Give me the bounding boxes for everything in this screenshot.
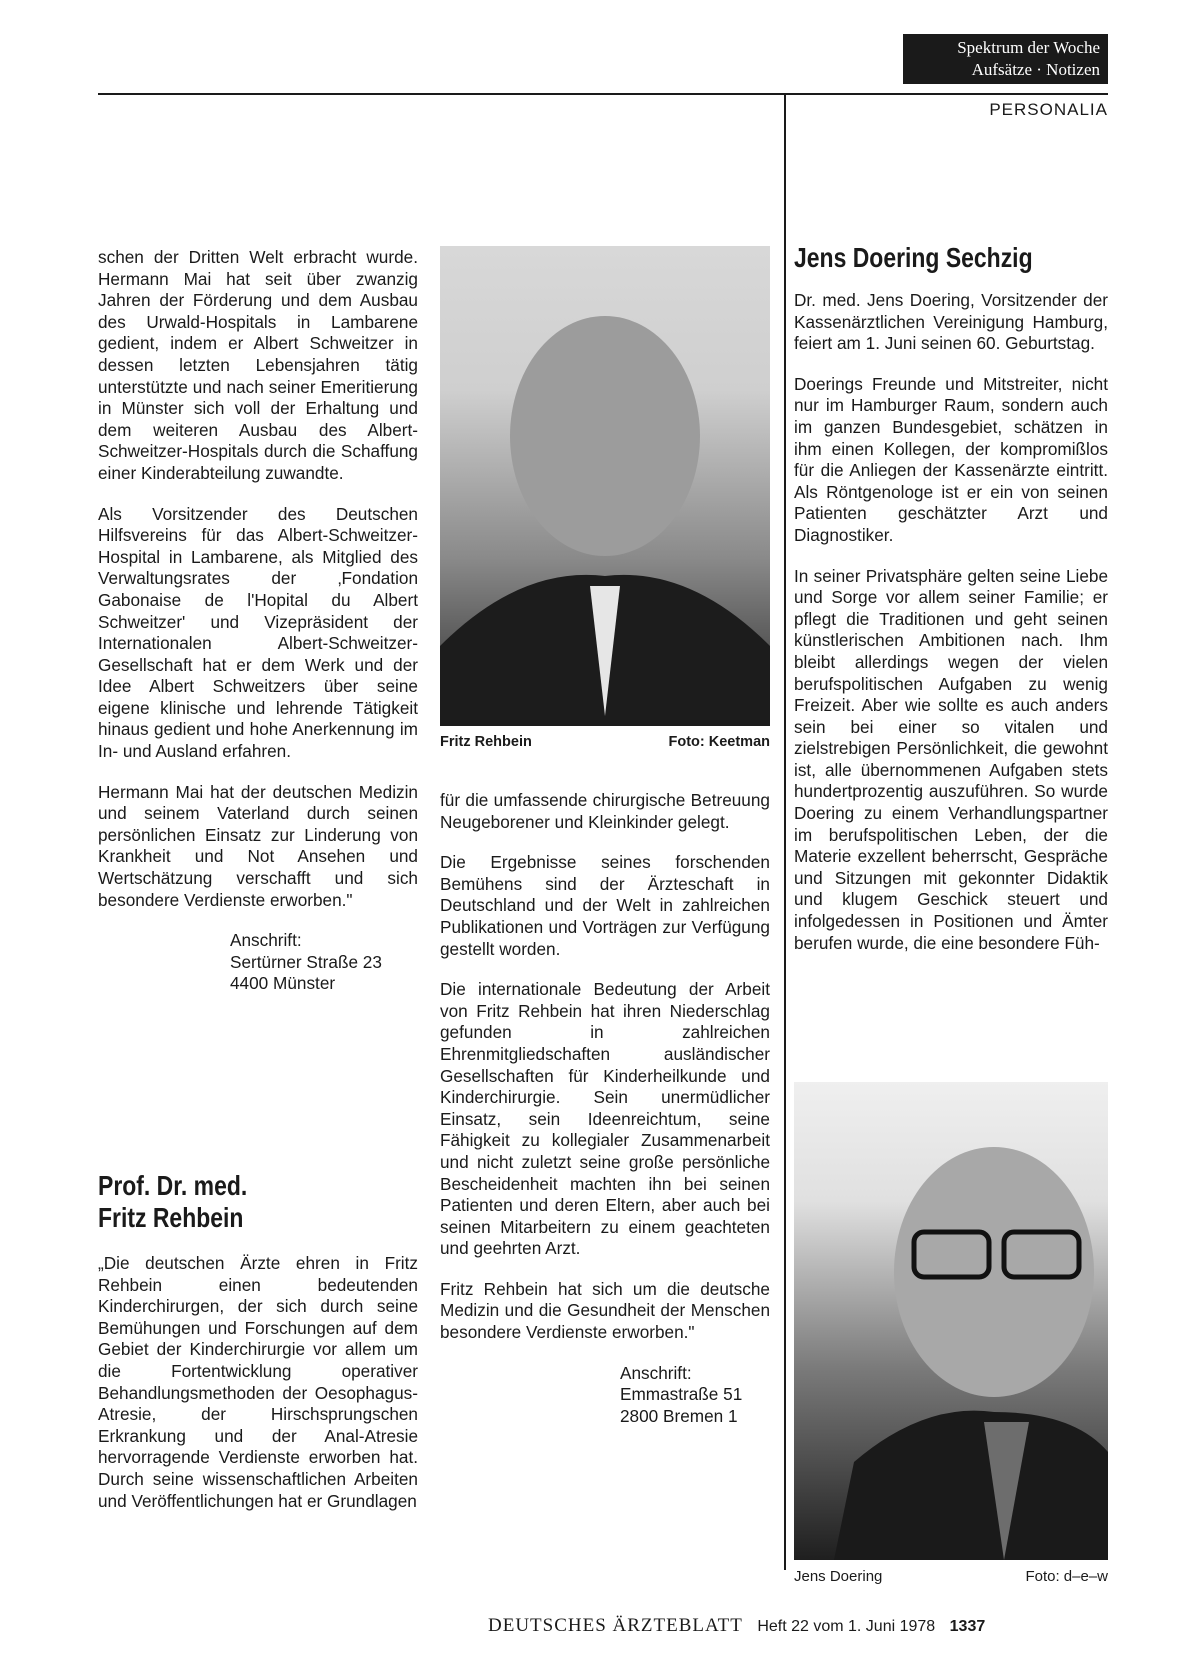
section-badge — [903, 34, 1108, 84]
address-street: Emmastraße 51 — [620, 1384, 743, 1405]
portrait-placeholder-icon — [440, 246, 770, 726]
address-city: 4400 Münster — [230, 973, 336, 994]
page-number: 1337 — [949, 1618, 986, 1635]
portrait-placeholder-icon — [794, 1082, 1108, 1560]
column-rule — [784, 95, 786, 1570]
rehbein-photo — [440, 246, 770, 726]
col2-paragraph-2: Die Ergebnisse seines forschenden Bemühens sind der Ärzteschaft in Deutschland und der Welt in zahlreichen Publikationen und Vorträgen zur Verfügung gestellt worden. — [440, 852, 770, 959]
col1-paragraph-4: „Die deutschen Ärzte ehren in Fritz Rehbein einen bedeutenden Kinderchirurgen, der sich durch seine Bemühungen und Forschungen auf dem Gebiet der Kinderchirurgie vor allem um die Fortentwicklung operativer Behandlungsmethoden der Oesophagus-Atresie, der Hirschsprungschen Erkrankung und der Anal-Atresie hervorragende Verdienste erworben hat. Durch seine wissenschaftlichen Arbeiten und Veröffentlichungen hat er Grundlagen — [98, 1253, 418, 1511]
address-label: Anschrift: — [620, 1362, 692, 1383]
col3-paragraph-3: In seiner Privatsphäre gelten seine Liebe und Sorge vor allem seiner Familie; er pflegt die Traditionen und geht seinen künstlerischen Ambitionen nach. Ihm bleibt allerdings wegen der vielen berufspolitischen Aufgaben zu wenig Freizeit. Aber wie sollte es auch anders sein bei einer so vitalen und zielstrebigen Persönlichkeit, die gewohnt ist, alle übernommenen Aufgaben stets hundertprozentig auszuführen. So wurde Doering zu einem Verhandlungspartner im berufspolitischen Leben, der die Materie exzellent beherrscht, Gespräche und Sitzungen mit gekonnter Didaktik und klugem Geschick steuert und infolgedessen in Positionen und Ämter berufen wurde, die eine besondere Füh- — [794, 565, 1108, 953]
col2-paragraph-3: Die internationale Bedeutung der Arbeit von Fritz Rehbein hat ihren Niederschlag gefunden in zahlreichen Ehrenmitgliedschaften ausländischer Gesellschaften für Kinderheilkunde und Kinderchirurgie. Sein unermüdlicher Einsatz, sein Ideenreichtum, seine Fähigkeit zu kollegialer Zusammenarbeit und nicht zuletzt seine große persönliche Bescheidenheit machten ihn bei seinen Patienten und deren Eltern, aber auch bei seinen Mitarbeitern zu einem geachteten und geehrten Arzt. — [440, 979, 770, 1259]
section-label: PERSONALIA — [989, 100, 1108, 119]
col1-paragraph-1: schen der Dritten Welt erbracht wurde. Hermann Mai hat seit über zwanzig Jahren der Förderung und dem Ausbau des Urwald-Hospitals in Lambarene gedient, indem er Albert Schweitzer in dessen letzten Lebensjahren tätig unterstützte und nach seiner Emeritierung in Münster sich voll der Erhaltung und dem weiteren Ausbau des Albert-Schweitzer-Hospitals durch die Schaffung einer Kinderabteilung zuwandte. — [98, 247, 418, 483]
caption-name: Fritz Rehbein — [440, 734, 532, 750]
doering-caption — [794, 1568, 1108, 1585]
column-2 — [440, 790, 770, 1427]
rehbein-heading — [98, 1170, 360, 1234]
header-rule — [98, 93, 1108, 95]
col1-address — [230, 930, 418, 995]
col2-paragraph-1: für die umfassende chirurgische Betreuung Neugeborener und Kleinkinder gelegt. — [440, 790, 770, 832]
page-footer — [488, 1615, 1108, 1637]
doering-photo — [794, 1082, 1108, 1560]
heading-line-1: Prof. Dr. med. — [98, 1170, 248, 1201]
address-city: 2800 Bremen 1 — [620, 1405, 738, 1426]
column-1 — [98, 247, 418, 995]
column-3 — [794, 290, 1108, 973]
address-street: Sertürner Straße 23 — [230, 951, 382, 972]
rehbein-caption — [440, 734, 770, 750]
caption-name: Jens Doering — [794, 1568, 883, 1585]
heading-line-2: Fritz Rehbein — [98, 1202, 244, 1233]
caption-credit: Foto: d–e–w — [1025, 1568, 1108, 1585]
issue-info: Heft 22 vom 1. Juni 1978 — [757, 1618, 936, 1635]
journal-name: DEUTSCHES ÄRZTEBLATT — [488, 1615, 743, 1636]
col3-paragraph-1: Dr. med. Jens Doering, Vorsitzender der Kassenärztlichen Vereinigung Hamburg, feiert am 1. Juni seinen 60. Geburtstag. — [794, 290, 1108, 354]
col3-paragraph-2: Doerings Freunde und Mitstreiter, nicht nur im Hamburger Raum, sondern auch im ganzen Bundesgebiet, schätzen in ihm einen Kollegen, der kompromißlos für die Anliegen der Kassenärzte eintritt. Als Röntgenologe ist er ein von seinen Patienten geschätzter Arzt und Diagnostiker. — [794, 373, 1108, 545]
badge-line-2: Aufsätze · Notizen — [971, 60, 1100, 79]
col2-paragraph-4: Fritz Rehbein hat sich um die deutsche Medizin und die Gesundheit der Menschen besondere Verdienste erworben." — [440, 1278, 770, 1343]
column-1-lower — [98, 1253, 418, 1531]
caption-credit: Foto: Keetman — [668, 734, 770, 750]
col2-address — [620, 1363, 770, 1428]
address-label: Anschrift: — [230, 930, 302, 951]
col1-paragraph-3: Hermann Mai hat der deutschen Medizin und seinem Vaterland durch seinen persönlichen Einsatz zur Linderung von Krankheit und Not Ansehen und Wertschätzung verschafft und sich besondere Verdienste erworben." — [98, 781, 418, 910]
doering-heading: Jens Doering Sechzig — [794, 242, 1033, 273]
badge-line-1: Spektrum der Woche — [957, 38, 1100, 57]
col1-paragraph-2: Als Vorsitzender des Deutschen Hilfsvereins für das Albert-Schweitzer-Hospital in Lambarene, als Mitglied des Verwaltungsrates der ‚Fondation Gabonaise de l'Hopital du Albert Schweitzer' und Vizepräsident der Internationalen Albert-Schweitzer-Gesellschaft hat er dem Werk und der Idee Albert Schweitzers über seine eigene klinische und lehrende Tätigkeit hinaus gedient und hohe Anerkennung im In- und Ausland erfahren. — [98, 503, 418, 762]
